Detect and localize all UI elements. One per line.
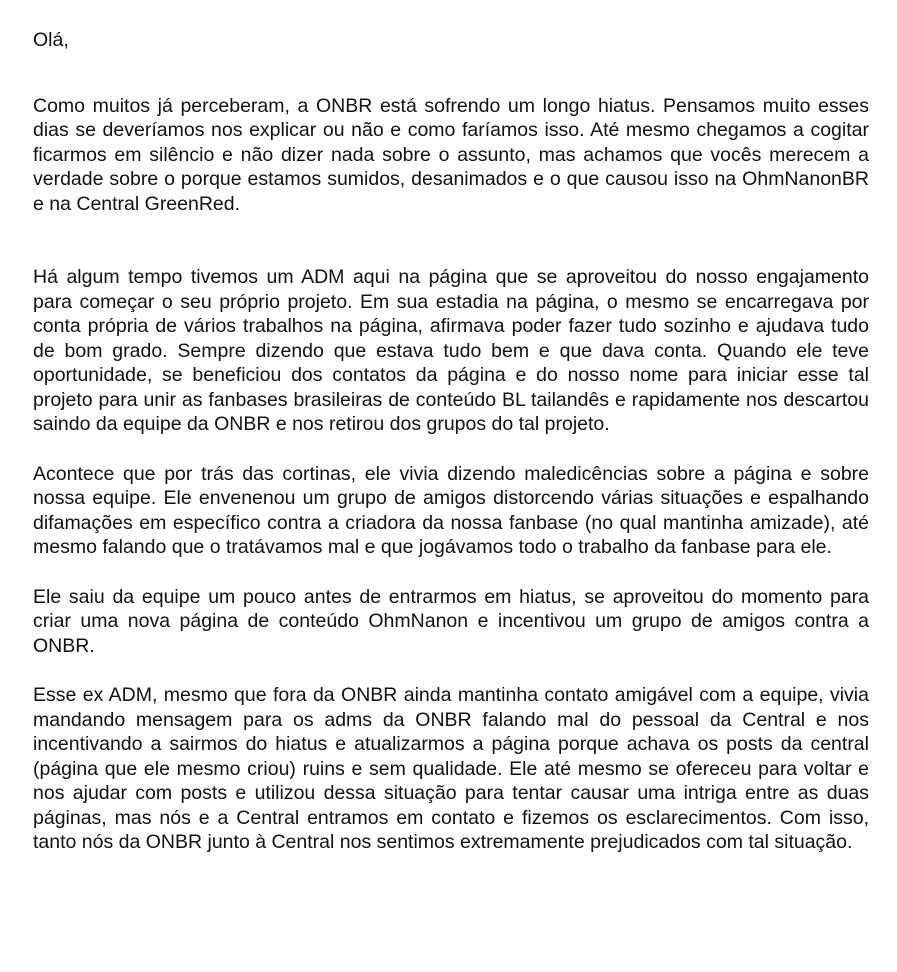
paragraph-behind-curtains: Acontece que por trás das cortinas, ele vivia dizendo maledicências sobre a página e sobre nossa equipe. Ele envenenou um grupo de amigos distorcendo várias situações e espalhando difamações em específico contra a criadora da nossa fanbase (no qual mantinha amizade), até mesmo falando que o tratávamos mal e que jogávamos todo o trabalho da fanbase para ele. xyxy=(33,462,869,558)
greeting: Olá, xyxy=(33,29,69,51)
paragraph-ex-adm-contact: Esse ex ADM, mesmo que fora da ONBR ainda mantinha contato amigável com a equipe, vivia mandando mensagem para os adms da ONBR falando mal do pessoal da Central e nos incentivando a sairmos do hiatus e atualizarmos a página porque achava os posts da central (página que ele mesmo criou) ruins e sem qualidade. Ele até mesmo se ofereceu para voltar e nos ajudar com posts e utilizou dessa situação para tentar causar uma intriga entre as duas páginas, mas nós e a Central entramos em contato e fizemos os esclarecimentos. Com isso, tanto nós da ONBR junto à Central nos sentimos extremamente prejudicados com tal situação. xyxy=(33,684,869,853)
paragraph-hiatus-intro: Como muitos já perceberam, a ONBR está sofrendo um longo hiatus. Pensamos muito esses dias se deveríamos nos explicar ou não e como faríamos isso. Até mesmo chegamos a cogitar ficarmos em silêncio e não dizer nada sobre o assunto, mas achamos que vocês merecem a verdade sobre o porque estamos sumidos, desanimados e o que causou isso na OhmNanonBR e na Central GreenRed. xyxy=(33,94,869,215)
paragraph-former-adm: Há algum tempo tivemos um ADM aqui na página que se aproveitou do nosso engajamento para começar o seu próprio projeto. Em sua estadia na página, o mesmo se encarregava por conta própria de vários trabalhos na página, afirmava poder fazer tudo sozinho e ajudava tudo de bom grado. Sempre dizendo que estava tudo bem e que dava conta. Quando ele teve oportunidade, se beneficiou dos contatos da página e do nosso nome para iniciar esse tal projeto para unir as fanbases brasileiras de conteúdo BL tailandês e rapidamente nos descartou saindo da equipe da ONBR e nos retirou dos grupos do tal projeto. xyxy=(33,266,869,435)
letter-body xyxy=(33,28,869,855)
paragraph-left-team: Ele saiu da equipe um pouco antes de entrarmos em hiatus, se aproveitou do momento para criar uma nova página de conteúdo OhmNanon e incentivou um grupo de amigos contra a ONBR. xyxy=(33,585,869,657)
